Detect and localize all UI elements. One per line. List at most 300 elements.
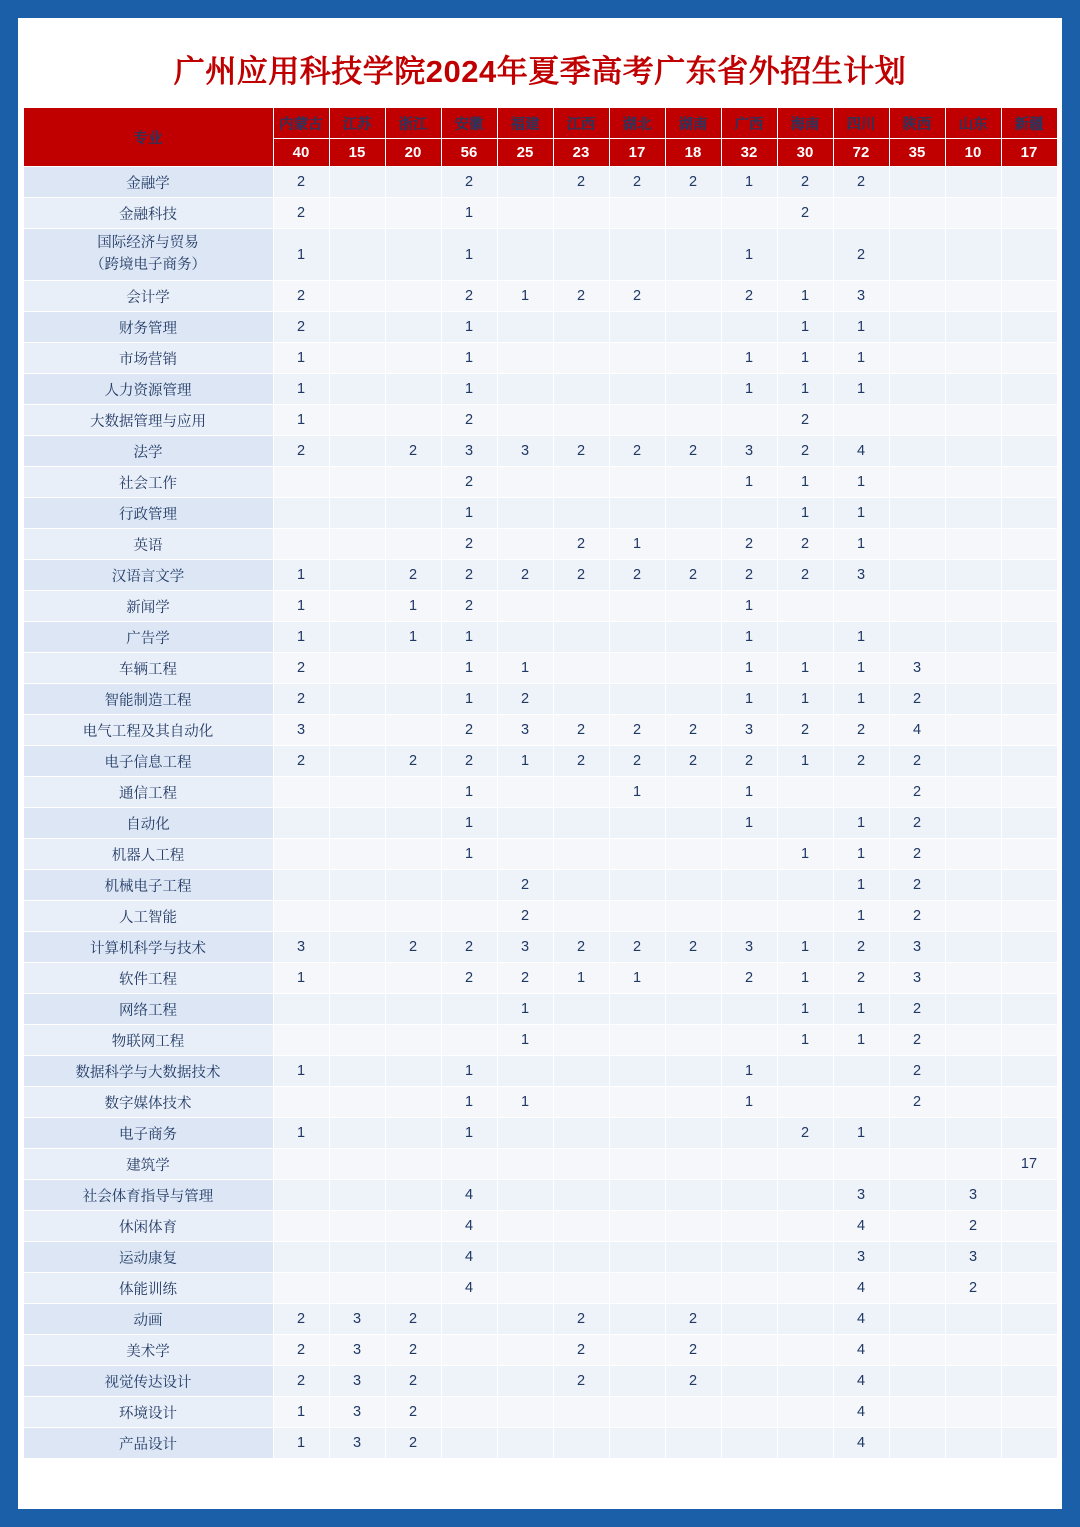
plan-count-cell	[497, 467, 553, 498]
plan-count-cell	[1001, 746, 1057, 777]
plan-count-cell: 1	[777, 839, 833, 870]
plan-count-cell: 3	[273, 932, 329, 963]
plan-count-cell: 2	[833, 167, 889, 198]
plan-count-cell	[497, 622, 553, 653]
plan-count-cell	[889, 405, 945, 436]
plan-count-cell	[329, 1149, 385, 1180]
plan-count-cell: 1	[497, 1025, 553, 1056]
plan-count-cell	[385, 715, 441, 746]
plan-count-cell	[1001, 312, 1057, 343]
plan-count-cell	[441, 1149, 497, 1180]
plan-count-cell	[1001, 560, 1057, 591]
plan-count-cell	[1001, 229, 1057, 281]
plan-count-cell	[721, 198, 777, 229]
plan-count-cell	[441, 1366, 497, 1397]
plan-count-cell	[665, 405, 721, 436]
plan-count-cell: 1	[833, 529, 889, 560]
table-row	[23, 591, 1057, 622]
plan-count-cell: 2	[497, 870, 553, 901]
plan-count-cell	[945, 1149, 1001, 1180]
plan-count-cell: 1	[441, 653, 497, 684]
plan-count-cell	[609, 1211, 665, 1242]
plan-count-cell: 3	[833, 281, 889, 312]
plan-count-cell	[385, 994, 441, 1025]
plan-count-cell: 1	[777, 312, 833, 343]
plan-count-cell: 1	[721, 653, 777, 684]
major-name-cell: 机械电子工程	[23, 870, 273, 901]
province-header: 山东	[945, 108, 1001, 139]
plan-count-cell: 3	[329, 1397, 385, 1428]
plan-count-cell	[553, 498, 609, 529]
plan-count-cell: 2	[441, 746, 497, 777]
plan-count-cell	[329, 932, 385, 963]
plan-count-cell	[721, 1335, 777, 1366]
plan-count-cell	[1001, 498, 1057, 529]
plan-count-cell	[553, 1428, 609, 1459]
plan-count-cell	[497, 498, 553, 529]
plan-count-cell	[833, 1056, 889, 1087]
province-header: 江西	[553, 108, 609, 139]
plan-count-cell: 2	[833, 963, 889, 994]
table-row	[23, 343, 1057, 374]
major-name-cell: 网络工程	[23, 994, 273, 1025]
plan-count-cell: 4	[833, 1366, 889, 1397]
plan-count-cell	[777, 622, 833, 653]
plan-count-cell: 2	[665, 167, 721, 198]
plan-count-cell	[1001, 1180, 1057, 1211]
plan-count-cell	[945, 591, 1001, 622]
plan-count-cell: 1	[609, 777, 665, 808]
header-row	[23, 108, 1057, 139]
plan-count-cell	[665, 839, 721, 870]
plan-count-cell	[945, 870, 1001, 901]
plan-count-cell	[665, 229, 721, 281]
plan-count-cell	[609, 1118, 665, 1149]
plan-count-cell	[609, 1242, 665, 1273]
plan-count-cell	[497, 1273, 553, 1304]
plan-count-cell	[553, 467, 609, 498]
plan-count-cell	[385, 870, 441, 901]
plan-count-cell: 2	[553, 746, 609, 777]
plan-count-cell	[609, 374, 665, 405]
plan-count-cell: 1	[553, 963, 609, 994]
plan-count-cell	[329, 839, 385, 870]
plan-count-cell	[945, 167, 1001, 198]
plan-count-cell	[889, 1273, 945, 1304]
plan-count-cell	[273, 1087, 329, 1118]
table-row	[23, 932, 1057, 963]
plan-count-cell	[609, 498, 665, 529]
plan-count-cell	[777, 1087, 833, 1118]
plan-count-cell: 2	[497, 901, 553, 932]
table-row	[23, 622, 1057, 653]
plan-count-cell: 1	[721, 777, 777, 808]
plan-count-cell	[665, 1397, 721, 1428]
plan-count-cell	[329, 653, 385, 684]
plan-count-cell: 2	[273, 653, 329, 684]
plan-count-cell: 1	[777, 963, 833, 994]
plan-count-cell: 3	[497, 715, 553, 746]
plan-count-cell: 1	[273, 1118, 329, 1149]
table-row	[23, 1180, 1057, 1211]
plan-count-cell	[609, 994, 665, 1025]
plan-count-cell	[889, 1149, 945, 1180]
plan-count-cell: 1	[833, 684, 889, 715]
plan-count-cell: 1	[777, 374, 833, 405]
plan-count-cell	[385, 1118, 441, 1149]
plan-count-cell: 2	[889, 870, 945, 901]
plan-count-cell: 2	[441, 167, 497, 198]
major-name-cell: 社会工作	[23, 467, 273, 498]
plan-count-cell: 2	[609, 932, 665, 963]
plan-count-cell: 2	[889, 1025, 945, 1056]
plan-count-cell: 2	[553, 1335, 609, 1366]
plan-count-cell: 2	[553, 560, 609, 591]
plan-count-cell	[721, 901, 777, 932]
plan-count-cell: 1	[273, 560, 329, 591]
plan-count-cell	[329, 343, 385, 374]
plan-count-cell	[497, 1211, 553, 1242]
table-row	[23, 229, 1057, 281]
plan-count-cell: 1	[721, 684, 777, 715]
table-row	[23, 870, 1057, 901]
plan-count-cell	[889, 1211, 945, 1242]
plan-count-cell: 1	[777, 653, 833, 684]
plan-count-cell	[385, 1025, 441, 1056]
plan-count-cell: 3	[889, 963, 945, 994]
plan-count-cell: 1	[721, 1056, 777, 1087]
plan-count-cell	[385, 467, 441, 498]
plan-count-cell	[497, 591, 553, 622]
plan-count-cell	[441, 1397, 497, 1428]
plan-count-cell	[385, 343, 441, 374]
table-row	[23, 405, 1057, 436]
plan-count-cell: 1	[833, 1118, 889, 1149]
plan-count-cell: 2	[777, 167, 833, 198]
plan-count-cell	[889, 198, 945, 229]
plan-count-cell	[665, 1180, 721, 1211]
plan-count-cell	[665, 591, 721, 622]
plan-count-cell	[329, 1242, 385, 1273]
plan-count-cell: 2	[441, 467, 497, 498]
plan-count-cell: 2	[273, 167, 329, 198]
plan-count-cell	[1001, 963, 1057, 994]
plan-count-cell	[1001, 436, 1057, 467]
plan-count-cell: 1	[497, 281, 553, 312]
plan-count-cell	[385, 684, 441, 715]
plan-count-cell	[497, 839, 553, 870]
plan-count-cell: 1	[777, 498, 833, 529]
major-name-cell: 物联网工程	[23, 1025, 273, 1056]
plan-count-cell: 2	[441, 560, 497, 591]
plan-count-cell: 2	[553, 436, 609, 467]
province-quota: 17	[1001, 139, 1057, 167]
major-name-cell: 智能制造工程	[23, 684, 273, 715]
plan-count-cell	[497, 374, 553, 405]
plan-count-cell	[833, 405, 889, 436]
plan-count-cell	[721, 405, 777, 436]
plan-count-cell: 3	[329, 1335, 385, 1366]
major-name-cell: 数据科学与大数据技术	[23, 1056, 273, 1087]
plan-count-cell: 1	[441, 808, 497, 839]
plan-count-cell	[945, 1335, 1001, 1366]
plan-count-cell: 1	[721, 467, 777, 498]
plan-count-cell: 1	[777, 1025, 833, 1056]
table-row	[23, 1087, 1057, 1118]
plan-count-cell: 2	[665, 1366, 721, 1397]
plan-count-cell	[273, 467, 329, 498]
plan-count-cell: 3	[329, 1428, 385, 1459]
plan-count-cell	[721, 1428, 777, 1459]
plan-count-cell	[665, 1118, 721, 1149]
major-name-cell: 财务管理	[23, 312, 273, 343]
plan-count-cell	[665, 498, 721, 529]
plan-count-cell: 2	[553, 1366, 609, 1397]
table-row	[23, 1428, 1057, 1459]
plan-count-cell	[777, 1304, 833, 1335]
table-row	[23, 839, 1057, 870]
plan-count-cell	[329, 436, 385, 467]
plan-count-cell: 3	[721, 436, 777, 467]
plan-count-cell: 2	[553, 932, 609, 963]
plan-count-cell	[329, 1025, 385, 1056]
plan-count-cell	[889, 1366, 945, 1397]
plan-count-cell: 1	[833, 374, 889, 405]
major-name-cell: 行政管理	[23, 498, 273, 529]
table-row	[23, 746, 1057, 777]
plan-count-cell	[385, 529, 441, 560]
plan-count-cell	[889, 529, 945, 560]
plan-count-cell	[777, 1366, 833, 1397]
plan-count-cell: 4	[833, 1335, 889, 1366]
plan-count-cell	[497, 1118, 553, 1149]
plan-count-cell	[441, 1335, 497, 1366]
table-row	[23, 1211, 1057, 1242]
plan-count-cell: 2	[609, 436, 665, 467]
plan-count-cell	[609, 839, 665, 870]
province-header: 安徽	[441, 108, 497, 139]
plan-count-cell: 17	[1001, 1149, 1057, 1180]
plan-count-cell: 1	[497, 1087, 553, 1118]
plan-count-cell	[721, 498, 777, 529]
plan-count-cell: 3	[721, 715, 777, 746]
plan-count-cell: 1	[721, 1087, 777, 1118]
plan-count-cell	[777, 1273, 833, 1304]
plan-count-cell	[609, 653, 665, 684]
major-column-header: 专业	[23, 108, 273, 167]
plan-count-cell	[329, 281, 385, 312]
table-row	[23, 684, 1057, 715]
plan-count-cell	[609, 229, 665, 281]
plan-count-cell	[553, 1211, 609, 1242]
plan-count-cell: 2	[665, 1304, 721, 1335]
plan-count-cell: 4	[833, 1397, 889, 1428]
plan-count-cell: 2	[441, 963, 497, 994]
plan-count-cell	[385, 405, 441, 436]
plan-count-cell: 1	[833, 343, 889, 374]
plan-count-cell	[889, 1242, 945, 1273]
plan-count-cell	[441, 994, 497, 1025]
plan-count-cell	[945, 198, 1001, 229]
plan-count-cell	[441, 1025, 497, 1056]
plan-count-cell	[273, 994, 329, 1025]
plan-count-cell	[609, 343, 665, 374]
major-name-cell: 新闻学	[23, 591, 273, 622]
plan-count-cell	[553, 374, 609, 405]
plan-count-cell: 2	[889, 839, 945, 870]
plan-count-cell	[329, 1211, 385, 1242]
plan-count-cell: 1	[777, 343, 833, 374]
plan-count-cell: 1	[273, 374, 329, 405]
major-name-line2: （跨境电子商务）	[90, 256, 206, 273]
plan-count-cell	[945, 529, 1001, 560]
plan-count-cell	[1001, 1304, 1057, 1335]
province-header: 福建	[497, 108, 553, 139]
plan-count-cell: 4	[833, 436, 889, 467]
plan-count-cell	[385, 1273, 441, 1304]
plan-count-cell	[1001, 870, 1057, 901]
plan-count-cell	[273, 777, 329, 808]
plan-count-cell	[385, 1056, 441, 1087]
plan-count-cell	[553, 653, 609, 684]
plan-count-cell: 1	[721, 229, 777, 281]
plan-count-cell: 2	[833, 229, 889, 281]
plan-count-cell: 1	[441, 777, 497, 808]
plan-count-cell: 1	[441, 684, 497, 715]
plan-count-cell: 1	[833, 994, 889, 1025]
plan-count-cell	[1001, 932, 1057, 963]
plan-count-cell	[889, 281, 945, 312]
plan-count-cell	[889, 1428, 945, 1459]
page-title: 广州应用科技学院2024年夏季高考广东省外招生计划	[173, 54, 907, 89]
major-name-cell: 休闲体育	[23, 1211, 273, 1242]
plan-count-cell	[889, 312, 945, 343]
plan-count-cell	[665, 1025, 721, 1056]
table-row	[23, 374, 1057, 405]
plan-count-cell	[721, 1242, 777, 1273]
plan-count-cell	[553, 808, 609, 839]
plan-count-cell	[609, 1025, 665, 1056]
plan-count-cell	[665, 653, 721, 684]
plan-count-cell	[665, 1242, 721, 1273]
plan-count-cell	[329, 1118, 385, 1149]
major-name-cell: 美术学	[23, 1335, 273, 1366]
major-name-cell: 体能训练	[23, 1273, 273, 1304]
table-row	[23, 1366, 1057, 1397]
plan-count-cell	[945, 281, 1001, 312]
plan-count-cell: 3	[889, 932, 945, 963]
plan-count-cell: 3	[833, 560, 889, 591]
plan-count-cell	[609, 1335, 665, 1366]
plan-count-cell	[553, 1087, 609, 1118]
plan-count-cell: 1	[441, 343, 497, 374]
plan-count-cell	[777, 1149, 833, 1180]
major-name-cell: 电子商务	[23, 1118, 273, 1149]
plan-count-cell: 2	[497, 963, 553, 994]
table-row	[23, 312, 1057, 343]
plan-count-cell: 1	[385, 591, 441, 622]
plan-count-cell: 1	[721, 591, 777, 622]
plan-count-cell	[329, 529, 385, 560]
plan-count-cell: 1	[721, 808, 777, 839]
plan-count-cell	[441, 1428, 497, 1459]
plan-count-cell	[889, 467, 945, 498]
province-quota: 56	[441, 139, 497, 167]
plan-count-cell	[1001, 374, 1057, 405]
plan-count-cell: 2	[385, 436, 441, 467]
plan-count-cell: 2	[665, 436, 721, 467]
plan-count-cell	[273, 870, 329, 901]
plan-count-cell	[497, 1335, 553, 1366]
plan-count-cell	[609, 405, 665, 436]
plan-count-cell: 1	[273, 343, 329, 374]
plan-count-cell	[497, 1366, 553, 1397]
plan-count-cell	[665, 312, 721, 343]
plan-count-cell: 1	[833, 498, 889, 529]
plan-count-cell	[665, 1149, 721, 1180]
enrollment-plan-table	[23, 107, 1058, 1459]
plan-count-cell	[497, 229, 553, 281]
plan-count-cell	[441, 870, 497, 901]
plan-count-cell: 2	[441, 715, 497, 746]
plan-count-cell	[385, 1180, 441, 1211]
plan-count-cell	[497, 529, 553, 560]
plan-count-cell	[609, 1056, 665, 1087]
plan-count-cell	[329, 684, 385, 715]
plan-count-cell	[889, 374, 945, 405]
plan-count-cell: 2	[273, 281, 329, 312]
plan-count-cell	[833, 1087, 889, 1118]
major-name-cell: 运动康复	[23, 1242, 273, 1273]
major-name-cell: 人力资源管理	[23, 374, 273, 405]
province-quota: 10	[945, 139, 1001, 167]
plan-count-cell	[385, 901, 441, 932]
major-name-cell: 计算机科学与技术	[23, 932, 273, 963]
province-header: 广西	[721, 108, 777, 139]
plan-count-cell	[1001, 622, 1057, 653]
province-header: 湖北	[609, 108, 665, 139]
plan-count-cell: 2	[609, 560, 665, 591]
plan-count-cell	[273, 1273, 329, 1304]
table-row	[23, 1149, 1057, 1180]
plan-count-cell	[777, 1180, 833, 1211]
plan-count-cell	[553, 684, 609, 715]
plan-count-cell	[777, 1211, 833, 1242]
major-name-cell: 环境设计	[23, 1397, 273, 1428]
major-name-cell	[23, 229, 273, 281]
plan-count-cell: 1	[385, 622, 441, 653]
plan-count-cell: 2	[889, 777, 945, 808]
major-name-cell: 自动化	[23, 808, 273, 839]
plan-count-cell: 1	[833, 901, 889, 932]
plan-count-cell	[721, 1304, 777, 1335]
province-quota: 18	[665, 139, 721, 167]
province-header: 内蒙古	[273, 108, 329, 139]
major-name-cell: 会计学	[23, 281, 273, 312]
plan-count-cell	[385, 281, 441, 312]
major-name-line1: 国际经济与贸易	[97, 234, 199, 251]
plan-count-cell	[945, 1428, 1001, 1459]
plan-count-cell	[609, 684, 665, 715]
plan-count-cell: 1	[609, 529, 665, 560]
plan-count-cell	[329, 870, 385, 901]
plan-count-cell	[945, 1366, 1001, 1397]
major-name-cell: 金融科技	[23, 198, 273, 229]
plan-count-cell: 1	[777, 684, 833, 715]
province-quota: 25	[497, 139, 553, 167]
plan-count-cell	[945, 1304, 1001, 1335]
plan-count-cell	[945, 374, 1001, 405]
